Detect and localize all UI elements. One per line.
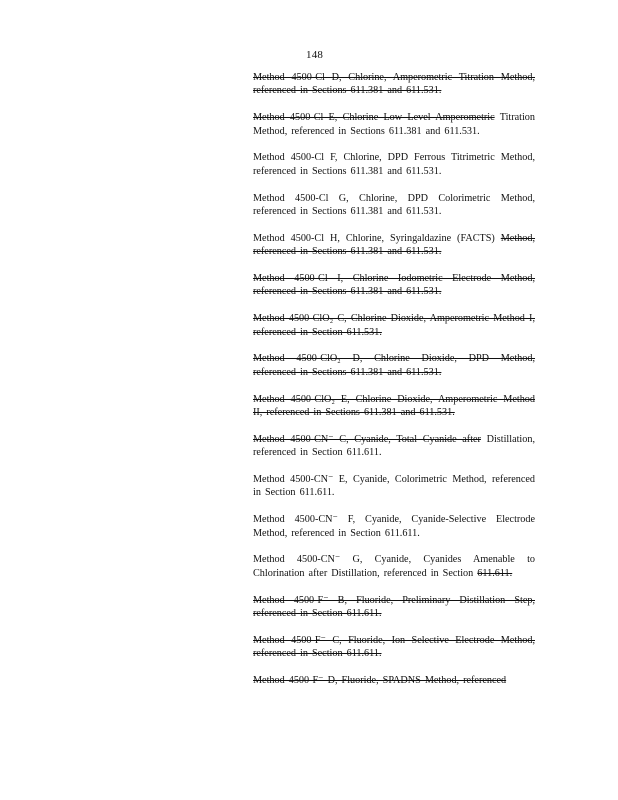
method-list xyxy=(253,71,535,701)
entry-4500-cn-f: Method 4500-CN⁻ F, Cyanide, Cyanide-Selective Electrode Method, referenced in Section 611.611. xyxy=(253,514,535,539)
entry-4500-cl-i: Method 4500-Cl I, Chlorine Iodometric Electrode Method, referenced in Sections 611.381 and 611.531. xyxy=(253,273,535,298)
plain-portion: Method 4500-Cl H, Chlorine, Syringaldazine (FACTS) xyxy=(253,232,501,244)
page-number: 148 xyxy=(306,49,324,61)
plain-portion: Titration Method, referenced in Sections 611.381 and 611.531. xyxy=(253,112,535,137)
entry-4500-clo2-c: Method 4500-ClO₂ C, Chlorine Dioxide, Amperometric Method I, referenced in Section 611.531. xyxy=(253,313,535,338)
struck-portion: Method 4500-CN⁻ C, Cyanide, Total Cyanide after xyxy=(253,433,481,445)
entry-4500-cn-e: Method 4500-CN⁻ E, Cyanide, Colorimetric Method, referenced in Section 611.611. xyxy=(253,474,535,499)
entry-4500-f-b: Method 4500-F⁻ B, Fluoride, Preliminary Distillation Step, referenced in Section 611.611. xyxy=(253,594,535,620)
plain-portion: Distillation, referenced in Section 611.611. xyxy=(253,433,535,459)
entry-4500-clo2-d: Method 4500-ClO₂ D, Chlorine Dioxide, DPD Method, referenced in Sections 611.381 and 611.531. xyxy=(253,353,535,378)
struck-portion: Method 4500-Cl E, Chlorine Low Level Amperometric xyxy=(253,112,495,124)
entry-4500-cn-g xyxy=(253,553,535,580)
struck-portion: 611.611. xyxy=(477,567,513,579)
entry-4500-f-d: Method 4500-F⁻ D, Fluoride, SPADNS Method, referenced xyxy=(253,675,507,687)
entry-4500-clo2-e: Method 4500-ClO₂ E, Chlorine Dioxide, Amperometric Method II, referenced in Sections 611.381 and 611.531. xyxy=(253,393,535,419)
plain-portion: Method 4500-CN⁻ G, Cyanide, Cyanides Amenable to Chlorination after Distillation, referenced in Section xyxy=(253,554,535,579)
entry-4500-cl-g: Method 4500-Cl G, Chlorine, DPD Colorimetric Method, referenced in Sections 611.381 and 611.531. xyxy=(253,192,535,218)
entry-4500-cl-f: Method 4500-Cl F, Chlorine, DPD Ferrous Titrimetric Method, referenced in Sections 611.381 and 611.531. xyxy=(253,152,535,177)
entry-4500-cl-e xyxy=(253,111,535,138)
entry-4500-cn-c xyxy=(253,433,535,460)
struck-portion: Method, referenced in Sections 611.381 and 611.531. xyxy=(253,232,535,258)
entry-4500-cl-h xyxy=(253,232,535,259)
entry-4500-f-c: Method 4500-F⁻ C, Fluoride, Ion Selective Electrode Method, referenced in Section 611.611. xyxy=(253,634,535,660)
entry-4500-cl-d: Method 4500-Cl D, Chlorine, Amperometric Titration Method, referenced in Sections 611.381 and 611.531. xyxy=(253,72,535,97)
